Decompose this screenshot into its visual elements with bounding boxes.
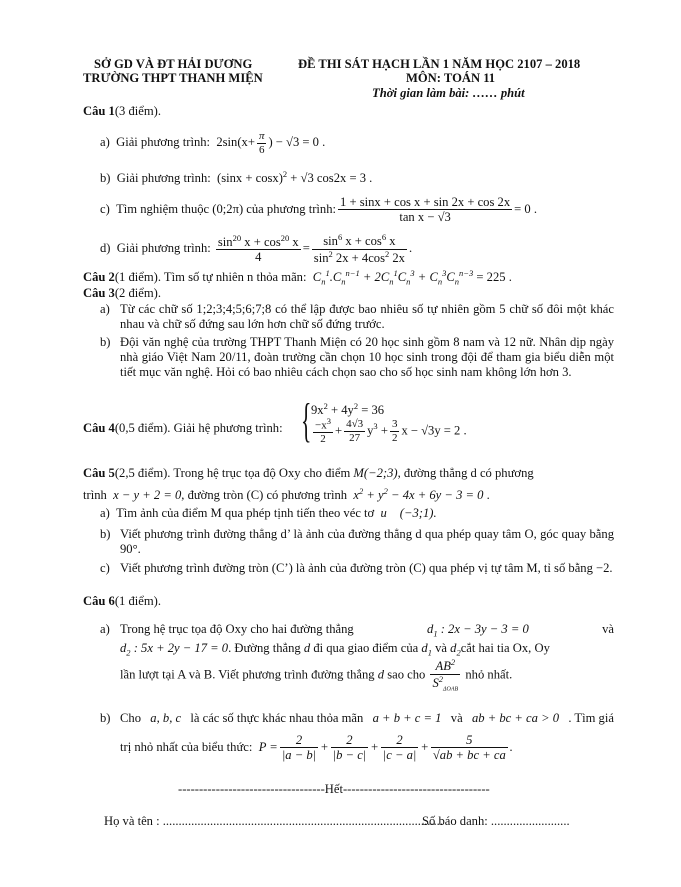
q6a-d-ref: d [377,667,385,682]
q6b-expression: P = $\frac{2}{|a - b|}$ + $\frac{2}{|b - c|}$ + $\frac{2}{|c - a|}$ + $\frac{5}{√ab + bc + ca}$ . [255,733,513,763]
q3-title: Câu 3 [83,286,115,300]
q6a-d2: $d_2$ : 5x + 2y − 17 = 0 [120,641,229,658]
name-field: Họ và tên : ......................................................................................... [104,814,443,828]
q1b [100,169,372,186]
q3-points: (2 điểm). [114,286,162,300]
q6a-d1: $d_1$ : 2x − 3y − 3 = 0 [427,622,529,639]
candidate-number-field: Số báo danh: ......................... [422,814,570,828]
q6-title: Câu 6 [83,594,115,608]
q6a-d: d [303,641,311,655]
header-department: SỞ GD VÀ ĐT HẢI DƯƠNG [94,57,253,71]
q1b-label: b) [100,171,111,186]
q6a-text5: cắt hai tia Ox, Oy [460,641,550,655]
q6a-line1 [120,622,614,639]
q1c-label: c) [100,201,110,216]
q1d-label: d) [100,241,111,256]
q1c-text: Tìm nghiệm thuộc [116,201,210,216]
q5a [100,506,437,521]
q6a-d1-ref: $d_1$ [421,641,432,658]
q4-text: (0,5 điểm). Giải hệ phương trình: [114,421,283,435]
q2: Câu 2(1 điểm). Tìm số tự nhiên n thỏa mãn: $C_n^1.C_n^{n-1} + 2C_n^1C_n^3 + C_n^3C_n^{n-3} = 225$ . [83,268,512,287]
end-marker: -----------------------------------Hết----------------------------------- [178,782,490,796]
q1c-text2: của phương trình: [246,201,337,216]
q3b-text: Đội văn nghệ của trường THPT Thanh Miện có 20 học sinh gồm 8 nam và 12 nữ. Nhân dịp ngày nhà giáo Việt Nam 20/11, đoàn trường cần chọn 10 học sinh trong đội để tham gia biểu diễn một tiết mục văn nghệ. Hỏi có bao nhiêu cách chọn sao cho số học sinh nam không lớn hơn 3. [120,335,614,379]
q6a-d2-ref: $d_2$ [450,641,461,658]
q6a-text3: đi qua giao điểm của [313,641,419,655]
q6a-text8: nhỏ nhất. [465,667,513,682]
q6a-and: và [602,622,614,636]
q6a-text1: Trong hệ trục tọa độ Oxy cho hai đường thẳng [120,622,354,636]
header-time: Thời gian làm bài: …… phút [372,86,525,100]
q1b-text: Giải phương trình: [116,171,211,186]
q6b-text3: và [450,711,463,725]
q4-eq1: $9x^2 + 4y^2 = 36$ [311,401,385,418]
q5b-label: b) [100,527,111,541]
q5-text1: (2,5 điểm). Trong hệ trục tọa độ Oxy cho điểm [114,466,351,480]
q6a-line2 [120,641,550,658]
q1a [100,130,325,156]
q2-title: Câu 2 [83,270,115,285]
q6a-text2: . Đường thẳng [228,641,301,655]
q6a-line3 [120,658,512,693]
q1c-interval: (0;2π) [212,201,244,216]
q6b-text1: Cho [120,711,141,725]
q1c-equation: $\frac{\text{1 + sinx + cos x + sin 2x + cos 2x}}{\text{tan x − √3}}$ [340,195,511,225]
header-exam-title: ĐỀ THI SÁT HẠCH LẦN 1 NĂM HỌC 2107 – 2018 [298,57,581,71]
q1d: d) Giải phương trình: $\frac{\sin^{20} x + \cos^{20} x}{4}$ = $\frac{\sin^6 x + \cos^6 x}{\sin^2 2x + 4\cos^2 2x}$ . [100,232,413,265]
q5a-text: Tìm ảnh của điểm M qua phép tịnh tiến theo véc tơ [116,506,375,520]
q3a-label: a) [100,302,110,316]
q6b-text2: là các số thực khác nhau thỏa mãn [190,711,364,725]
q6-heading [83,594,161,609]
q6a-text6: lần lượt tại A và B. Viết phương trình đường thẳng [120,667,375,682]
q5-circle-eq: $x^2 + y^2 - 4x + 6y - 3 = 0$ [350,486,484,503]
q1a-text: Giải phương trình: [116,135,211,150]
q4-title: Câu 4 [83,421,115,435]
q1-points: (3 điểm). [114,104,162,118]
q5-line2: trình x − y + 2 = 0, đường tròn (C) có phương trình $x^2 + y^2 - 4x + 6y - 3 = 0$ . [83,486,490,503]
q3a-text: Từ các chữ số 1;2;3;4;5;6;7;8 có thể lập được bao nhiêu số tự nhiên gồm 5 chữ số đôi một khác nhau và chữ số đứng sau lớn hơn chữ số đứng trước. [120,302,614,331]
q1-title: Câu 1 [83,104,115,118]
q5-text4: , đường tròn (C) có phương trình [181,488,348,503]
q1d-rhs: $\frac{\sin^6 x + \cos^6 x}{\sin^2 2x + 4\cos^2 2x}$ [313,232,405,265]
q6b-line1 [120,711,614,726]
q5-point: M(−2;3) [353,466,398,480]
q5-text2: , đường thẳng d có phương [397,466,534,480]
q6b-label: b) [100,711,111,725]
q5b-text: Viết phương trình đường thẳng d’ là ảnh của đường thẳng d qua phép quay tâm O, góc quay bằng 90°. [120,527,614,556]
q5c-text: Viết phương trình đường tròn (C’) là ảnh của đường tròn (C) qua phép vị tự tâm M, tỉ số bằng −2. [120,561,613,575]
q1b-equation: $(\sin x + \cos x)^2 + √3$ cos2x = 3 . [213,169,373,186]
q6b-cond1: a + b + c = 1 [372,711,442,725]
q5-line-eq: x − y + 2 = 0 [109,488,182,503]
q5-title: Câu 5 [83,466,115,480]
q6-points: (1 điểm). [114,594,162,608]
q5a-vector: u⃗ (−3;1). [377,506,437,520]
q6b-cond2: ab + bc + ca > 0 [471,711,560,725]
q1d-lhs: $\frac{\sin^{20} x + \cos^{20} x}{4}$ [217,232,299,265]
q5-line1 [83,466,614,481]
q2-equation: $C_n^1.C_n^{n-1} + 2C_n^1C_n^3 + C_n^3C_n^{n-3}$ [309,268,474,287]
q6b-text5: trị nhỏ nhất của biểu thức: [120,739,253,754]
q3b-label: b) [100,335,111,349]
q4-eq2: $\frac{-x^3}{2}$ + $\frac{4√3}{27}$ $y^3$ + $\frac{3}{2}$ x − √3y = 2 . [315,416,467,446]
q1a-label: a) [100,135,110,150]
q4-system [301,395,501,455]
q6a-text4: và [435,641,447,655]
q6b-text4: . Tìm giá [568,711,614,725]
q4 [83,421,283,436]
q1d-text: Giải phương trình: [116,241,211,256]
q2-text: (1 điểm). Tìm số tự nhiên n thỏa mãn: [114,270,307,285]
q5-text3: trình [83,488,107,503]
q6b-line2 [120,733,513,763]
q5c-label: c) [100,561,110,575]
q1c: c) Tìm nghiệm thuộc (0;2π) của phương trình: $\frac{\text{1 + sinx + cos x + sin 2x + cos 2x}}{\text{tan x − √3}}$ = 0 . [100,195,537,225]
q4-brace: { [301,394,312,447]
q3-heading [83,286,161,301]
q6b-vars: a, b, c [150,711,182,725]
q6a-ratio: $\frac{AB^2}{S^2_{\Delta OAB}}$ [432,657,459,693]
header-subject: MÔN: TOÁN 11 [406,71,496,85]
q1a-equation: 2sin(x+ $\frac{\pi}{6}$ ) − √3 = 0 . [213,130,326,156]
q5a-label: a) [100,506,110,520]
header-school: TRƯỜNG THPT THANH MIỆN [83,71,263,85]
q6a-label: a) [100,622,110,636]
q6a-text7: sao cho [387,667,426,682]
q1-heading [83,104,161,119]
